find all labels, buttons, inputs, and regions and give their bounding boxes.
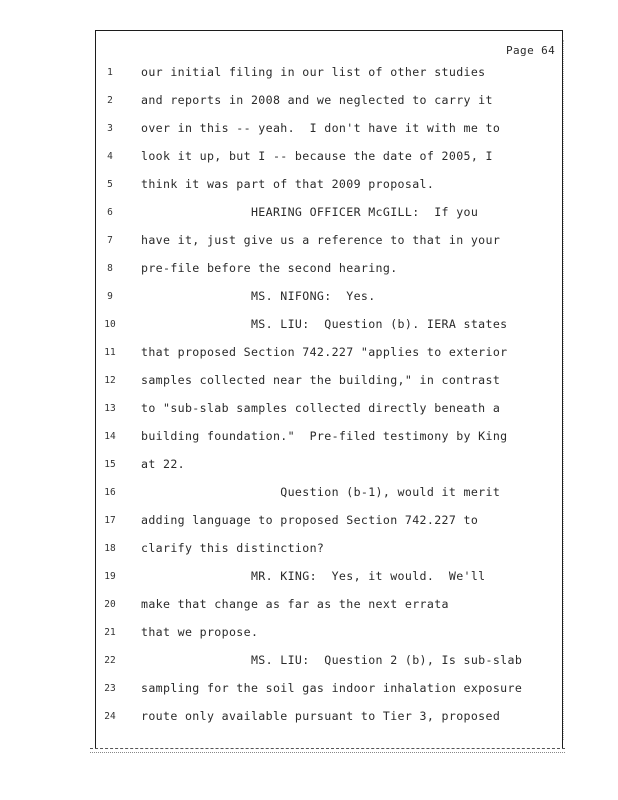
line-text: MS. LIU: Question 2 (b), Is sub-slab <box>141 653 523 667</box>
line-number: 11 <box>104 347 116 358</box>
line-number: 3 <box>107 123 113 134</box>
line-number: 8 <box>107 263 113 274</box>
line-text: HEARING OFFICER McGILL: If you <box>141 205 479 219</box>
line-text: route only available pursuant to Tier 3, proposed <box>141 709 501 723</box>
line-number: 23 <box>104 683 116 694</box>
line-number: 17 <box>104 515 116 526</box>
line-number: 21 <box>104 627 116 638</box>
line-number: 14 <box>104 431 116 442</box>
margin-dots-right <box>563 40 566 740</box>
line-text: make that change as far as the next errata <box>141 597 449 611</box>
line-text: MR. KING: Yes, it would. We'll <box>141 569 486 583</box>
line-number: 16 <box>104 487 116 498</box>
page-number: Page 64 <box>506 44 556 57</box>
line-number: 10 <box>104 319 116 330</box>
line-number: 6 <box>107 207 113 218</box>
line-number: 4 <box>107 151 113 162</box>
line-text: Question (b-1), would it merit <box>141 485 501 499</box>
line-number: 15 <box>104 459 116 470</box>
line-text: that proposed Section 742.227 "applies to exterior <box>141 345 508 359</box>
line-number: 13 <box>104 403 116 414</box>
line-number: 12 <box>104 375 116 386</box>
footer-rule <box>90 748 565 749</box>
line-text: to "sub-slab samples collected directly beneath a <box>141 401 501 415</box>
footer-rule-secondary <box>90 752 565 753</box>
line-text: MS. NIFONG: Yes. <box>141 289 376 303</box>
line-text: our initial filing in our list of other studies <box>141 65 486 79</box>
line-number: 20 <box>104 599 116 610</box>
line-text: samples collected near the building," in contrast <box>141 373 501 387</box>
line-text: think it was part of that 2009 proposal. <box>141 177 435 191</box>
line-text: pre-file before the second hearing. <box>141 261 398 275</box>
line-text: over in this -- yeah. I don't have it with me to <box>141 121 501 135</box>
line-number: 1 <box>107 67 113 78</box>
line-text: that we propose. <box>141 625 259 639</box>
line-text: look it up, but I -- because the date of 2005, I <box>141 149 493 163</box>
line-number: 2 <box>107 95 113 106</box>
transcript-page <box>95 30 563 749</box>
line-text: have it, just give us a reference to that in your <box>141 233 501 247</box>
line-text: adding language to proposed Section 742.227 to <box>141 513 479 527</box>
line-number: 19 <box>104 571 116 582</box>
line-text: at 22. <box>141 457 185 471</box>
line-number: 24 <box>104 711 116 722</box>
line-number: 7 <box>107 235 113 246</box>
line-text: sampling for the soil gas indoor inhalation exposure <box>141 681 523 695</box>
line-number: 9 <box>107 291 113 302</box>
line-number: 18 <box>104 543 116 554</box>
line-text: building foundation." Pre-filed testimony by King <box>141 429 508 443</box>
line-text: MS. LIU: Question (b). IERA states <box>141 317 508 331</box>
line-number: 22 <box>104 655 116 666</box>
line-number: 5 <box>107 179 113 190</box>
line-text: and reports in 2008 and we neglected to carry it <box>141 93 493 107</box>
line-text: clarify this distinction? <box>141 541 325 555</box>
